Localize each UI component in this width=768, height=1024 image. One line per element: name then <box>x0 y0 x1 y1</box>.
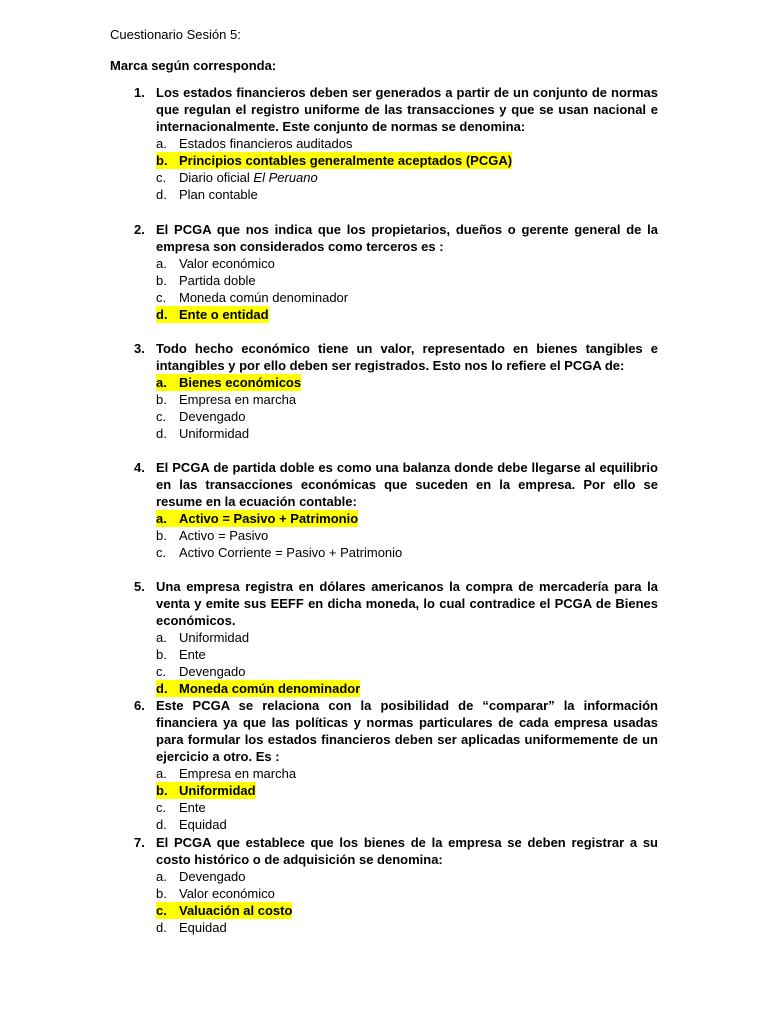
option-text <box>179 425 249 442</box>
option-letter: d. <box>156 426 167 441</box>
question-header <box>110 834 658 868</box>
option-content <box>156 799 206 816</box>
option-content <box>156 425 249 442</box>
option-text-main: Equidad <box>179 817 227 832</box>
option-text <box>179 868 246 885</box>
option-text-main: Activo Corriente = Pasivo + Patrimonio <box>179 545 403 560</box>
option <box>110 527 658 544</box>
question-7 <box>110 834 658 936</box>
option <box>110 425 658 442</box>
option <box>110 663 658 680</box>
question-text: El PCGA de partida doble es como una balanza donde debe llegarse al equilibrio en las transacciones económicas que suceden en la empresa. Por ello se resume en la ecuación contable: <box>156 460 658 509</box>
option-list <box>110 510 658 561</box>
option-content <box>156 663 246 680</box>
option-content <box>156 391 296 408</box>
option-text <box>179 663 246 680</box>
question-number: 4. <box>134 460 145 475</box>
option <box>110 629 658 646</box>
option-text-main: Moneda común denominador <box>179 290 349 305</box>
option-text-main: Devengado <box>179 869 246 884</box>
option-content <box>156 868 246 885</box>
option-text-main: Plan contable <box>179 187 258 202</box>
option-letter: c. <box>156 903 167 918</box>
option-letter: b. <box>156 886 167 901</box>
question-text: Este PCGA se relaciona con la posibilidad de “comparar” la información financiera ya que las políticas y normas particulares de cada empresa usadas para formular los estados financieros deben ser aplicadas uniformemente de un ejercicio a otro. Es : <box>156 698 658 764</box>
option <box>110 885 658 902</box>
option-text <box>179 408 246 425</box>
option-text <box>179 902 292 919</box>
question-header <box>110 697 658 765</box>
option-text-main: Uniformidad <box>179 426 250 441</box>
question-6 <box>110 697 658 833</box>
option-text <box>179 510 358 527</box>
option-text-main: Estados financieros auditados <box>179 136 353 151</box>
option-letter: a. <box>156 630 167 645</box>
option <box>110 799 658 816</box>
option-text-main: Activo = Pasivo <box>179 528 269 543</box>
option-text <box>179 629 249 646</box>
question-header <box>110 340 658 374</box>
question-text: Una empresa registra en dólares americanos la compra de mercadería para la venta y emite sus EEFF en dicha moneda, lo cual contradice el PCGA de Bienes económicos. <box>156 579 658 628</box>
option-text <box>179 799 206 816</box>
option-list <box>110 765 658 833</box>
question-number: 5. <box>134 579 145 594</box>
option-text <box>179 816 227 833</box>
option-list <box>110 868 658 936</box>
option-letter: d. <box>156 817 167 832</box>
question-text: El PCGA que establece que los bienes de la empresa se deben registrar a su costo histórico o de adquisición se denomina: <box>156 835 658 867</box>
option-content <box>156 919 227 936</box>
option-correct <box>110 680 658 697</box>
option-correct <box>110 306 658 323</box>
option-text <box>179 152 512 169</box>
option-content <box>156 885 275 902</box>
option <box>110 765 658 782</box>
option-text-main: Activo = Pasivo + Patrimonio <box>179 511 359 526</box>
option-text <box>179 306 269 323</box>
option-letter: b. <box>156 528 167 543</box>
option-letter: b. <box>156 647 167 662</box>
answer-highlight <box>156 782 256 799</box>
option <box>110 408 658 425</box>
question-header <box>110 221 658 255</box>
option-text <box>179 169 318 186</box>
answer-highlight <box>156 902 292 919</box>
question-number: 3. <box>134 341 145 356</box>
question-text: Todo hecho económico tiene un valor, representado en bienes tangibles e intangibles y por ello deben ser registrados. Esto nos lo refiere el PCGA de: <box>156 341 658 373</box>
question-text: El PCGA que nos indica que los propietarios, dueños o gerente general de la empresa son considerados como terceros es : <box>156 222 658 254</box>
option-content <box>156 169 318 186</box>
option-text-main: Principios contables generalmente aceptados (PCGA) <box>179 153 513 168</box>
option-letter: a. <box>156 869 167 884</box>
question-number: 7. <box>134 835 145 850</box>
option-text <box>179 919 227 936</box>
option-letter: d. <box>156 681 168 696</box>
option-letter: d. <box>156 307 168 322</box>
option-text <box>179 544 402 561</box>
option <box>110 816 658 833</box>
option-text-main: Ente <box>179 647 206 662</box>
option-list <box>110 374 658 442</box>
option-text-main: Partida doble <box>179 273 256 288</box>
option-letter: a. <box>156 375 167 390</box>
answer-highlight <box>156 680 360 697</box>
answer-highlight <box>156 510 358 527</box>
option-content <box>156 765 296 782</box>
option-text-italic: El Peruano <box>253 170 318 185</box>
option-text-main: Equidad <box>179 920 227 935</box>
option-text <box>179 289 348 306</box>
option-text-main: Bienes económicos <box>179 375 302 390</box>
option <box>110 919 658 936</box>
option-text <box>179 255 275 272</box>
option-text <box>179 272 256 289</box>
option-text <box>179 885 275 902</box>
option-letter: d. <box>156 920 167 935</box>
option-text-main: Devengado <box>179 664 246 679</box>
question-header <box>110 84 658 135</box>
option-content <box>156 272 256 289</box>
option-letter: c. <box>156 290 167 305</box>
question-4 <box>110 459 658 561</box>
option-text <box>179 680 360 697</box>
option-letter: a. <box>156 256 167 271</box>
option-letter: c. <box>156 664 167 679</box>
option-letter: a. <box>156 766 167 781</box>
option-letter: b. <box>156 153 168 168</box>
option-correct <box>110 902 658 919</box>
option-content <box>156 544 402 561</box>
answer-highlight <box>156 374 301 391</box>
option-content <box>156 629 249 646</box>
option-letter: b. <box>156 273 167 288</box>
option-text-main: Valor económico <box>179 886 275 901</box>
option-letter: c. <box>156 409 167 424</box>
option-text-main: Uniformidad <box>179 783 256 798</box>
option <box>110 255 658 272</box>
option-text <box>179 646 206 663</box>
option-correct <box>110 374 658 391</box>
option-letter: c. <box>156 170 167 185</box>
question-1 <box>110 84 658 203</box>
option-text <box>179 135 352 152</box>
question-3 <box>110 340 658 442</box>
option-text-main: Valuación al costo <box>179 903 293 918</box>
question-text: Los estados financieros deben ser generados a partir de un conjunto de normas que regulan el registro uniforme de las transacciones y que se usan nacional e internacionalmente. Este conjunto de normas se denomina: <box>156 85 658 134</box>
option-text-main: Ente o entidad <box>179 307 269 322</box>
document-title: Cuestionario Sesión 5: <box>110 27 241 42</box>
question-number: 1. <box>134 85 145 100</box>
option <box>110 391 658 408</box>
option-text <box>179 765 296 782</box>
option-content <box>156 527 268 544</box>
option-letter: b. <box>156 783 168 798</box>
option-content <box>156 289 348 306</box>
option-content <box>156 135 352 152</box>
option <box>110 289 658 306</box>
option-content <box>156 255 275 272</box>
option-text-main: Moneda común denominador <box>179 681 361 696</box>
option <box>110 186 658 203</box>
option-list <box>110 629 658 697</box>
option-content <box>156 408 246 425</box>
option-list <box>110 255 658 323</box>
option-text <box>179 391 296 408</box>
option-text <box>179 527 268 544</box>
option-correct <box>110 510 658 527</box>
option-correct <box>110 152 658 169</box>
option <box>110 544 658 561</box>
option-letter: c. <box>156 545 167 560</box>
option-content <box>156 646 206 663</box>
option-text-main: Empresa en marcha <box>179 392 297 407</box>
option-text <box>179 782 256 799</box>
question-5 <box>110 578 658 697</box>
option <box>110 169 658 186</box>
instructions: Marca según corresponda: <box>110 58 277 73</box>
option-text <box>179 374 301 391</box>
option-text-main: Uniformidad <box>179 630 250 645</box>
question-header <box>110 578 658 629</box>
answer-highlight <box>156 306 269 323</box>
option-letter: b. <box>156 392 167 407</box>
option-letter: d. <box>156 187 167 202</box>
option-text-main: Ente <box>179 800 206 815</box>
option-list <box>110 135 658 203</box>
option-text-main: Valor económico <box>179 256 275 271</box>
option-letter: c. <box>156 800 167 815</box>
option-letter: a. <box>156 136 167 151</box>
answer-highlight <box>156 152 512 169</box>
option-letter: a. <box>156 511 167 526</box>
option-text-main: Empresa en marcha <box>179 766 297 781</box>
option-content <box>156 816 227 833</box>
question-header <box>110 459 658 510</box>
option <box>110 868 658 885</box>
option-text <box>179 186 258 203</box>
question-2 <box>110 221 658 323</box>
option-text-main: Devengado <box>179 409 246 424</box>
option <box>110 272 658 289</box>
question-number: 6. <box>134 698 145 713</box>
option-text-main: Diario oficial <box>179 170 254 185</box>
option <box>110 646 658 663</box>
option-content <box>156 186 258 203</box>
question-number: 2. <box>134 222 145 237</box>
option <box>110 135 658 152</box>
option-correct <box>110 782 658 799</box>
